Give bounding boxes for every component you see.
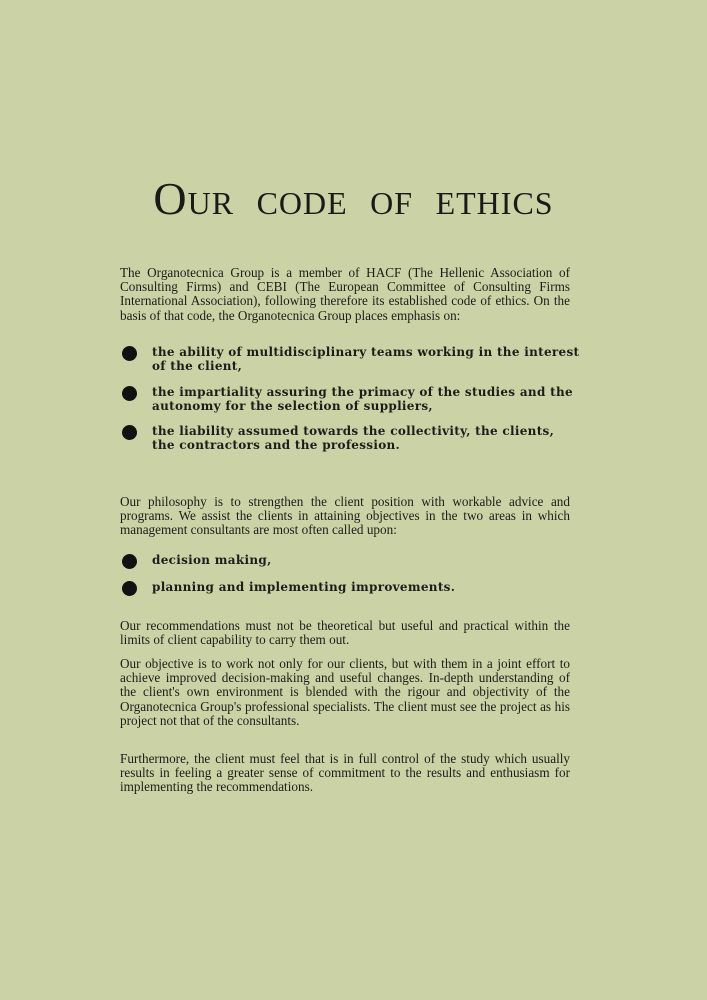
list-item (120, 424, 580, 452)
page-title: Our code of ethics (153, 173, 554, 224)
list-item-text: decision making, (152, 553, 272, 567)
recommendations-paragraph: Our recommendations must not be theoretical but useful and practical within the limits of client capability to carry them out. (120, 618, 570, 648)
list-item (120, 553, 580, 567)
list-item-text: planning and implementing improvements. (152, 580, 456, 594)
emphasis-list (120, 345, 580, 452)
philosophy-paragraph: Our philosophy is to strengthen the client position with workable advice and programs. We assist the clients in attaining objectives in the two areas in which management consultants are most often called upon: (120, 494, 570, 538)
list-item-text: the ability of multidisciplinary teams working in the interest of the client, (152, 345, 580, 373)
furthermore-paragraph: Furthermore, the client must feel that is in full control of the study which usually results in feeling a greater sense of commitment to the results and enthusiasm for implementing the recommendations. (120, 751, 570, 795)
bullet-dot-icon (122, 346, 137, 361)
bullet-dot-icon (122, 581, 137, 596)
areas-list (120, 553, 580, 594)
bullet-dot-icon (122, 425, 137, 440)
intro-paragraph: The Organotecnica Group is a member of HACF (The Hellenic Association of Consulting Firms) and CEBI (The European Committee of Consulting Firms International Association), following therefore its established code of ethics. On the basis of that code, the Organotecnica Group places emphasis on: (120, 265, 570, 323)
list-item-text: the liability assumed towards the collectivity, the clients, the contractors and the profession. (152, 424, 555, 452)
list-item (120, 580, 580, 594)
objective-paragraph: Our objective is to work not only for our clients, but with them in a joint effort to achieve improved decision-making and useful changes. In-depth understanding of the client's own environment is blended with the rigour and objectivity of the Organotecnica Group's professional specialists. The client must see the project as his project not that of the consultants. (120, 656, 570, 728)
list-item (120, 385, 580, 413)
bullet-dot-icon (122, 386, 137, 401)
list-item (120, 345, 580, 373)
bullet-dot-icon (122, 554, 137, 569)
list-item-text: the impartiality assuring the primacy of the studies and the autonomy for the selection of suppliers, (152, 385, 573, 413)
